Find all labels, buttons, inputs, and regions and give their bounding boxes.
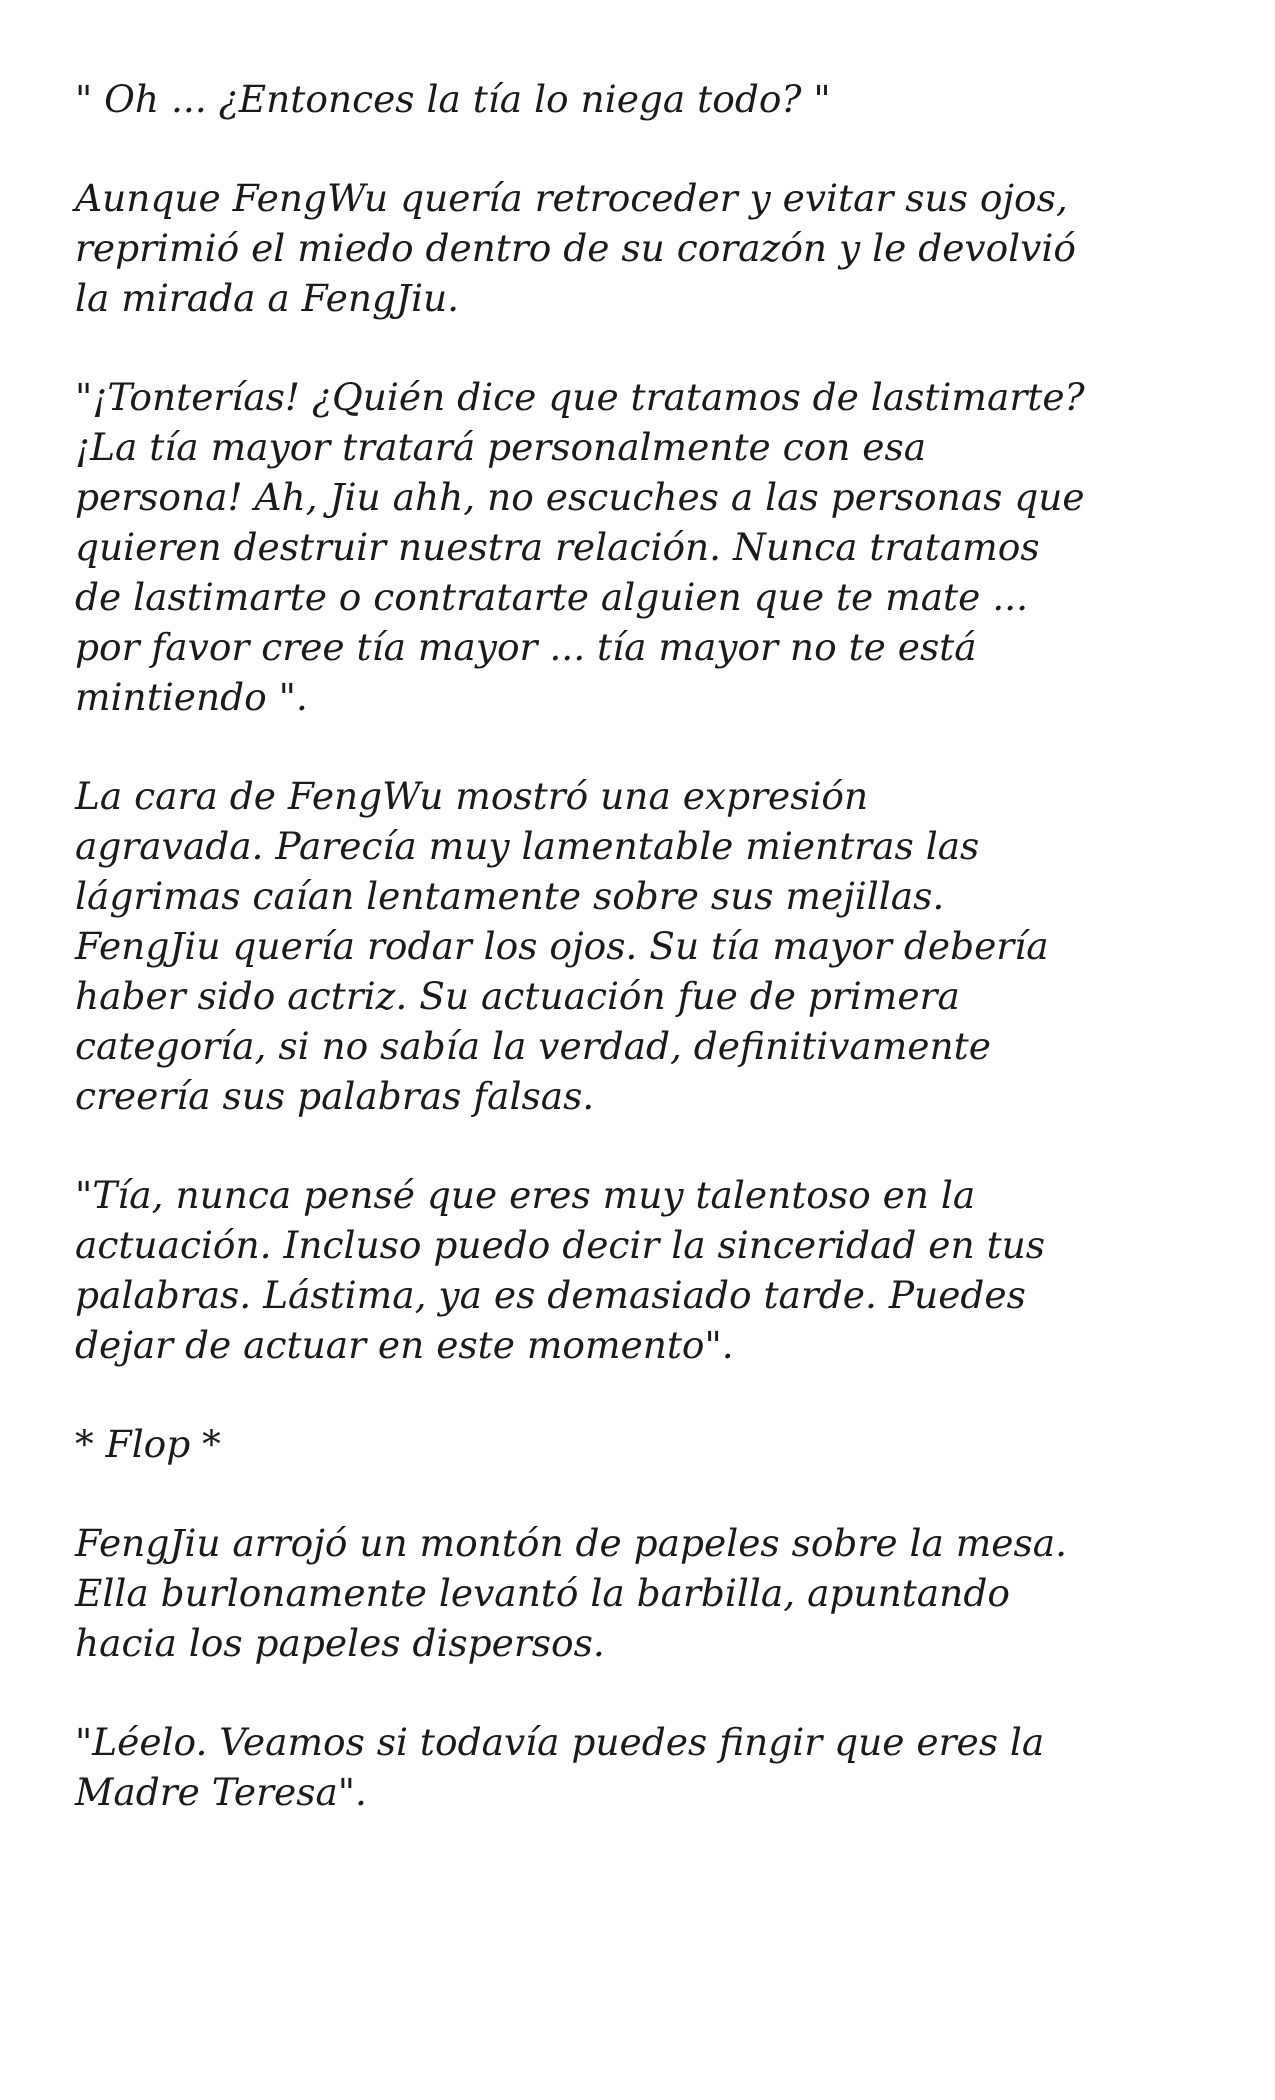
paragraph-papers: FengJiu arrojó un montón de papeles sobre la mesa. Ella burlonamente levantó la barbilla, apuntando hacia los papeles dispersos. [75, 1521, 1067, 1665]
paragraph-dialogue-read: "Léelo. Veamos si todavía puedes fingir que eres la Madre Teresa". [75, 1720, 1045, 1814]
paragraph-fengwu-expression: La cara de FengWu mostró una expresión agravada. Parecía muy lamentable mientras las lágrimas caían lentamente sobre sus mejillas. FengJiu quería rodar los ojos. Su tía mayor debería haber sido actriz. Su actuación fue de primera categoría, si no sabía la verdad, definitivamente creería sus palabras falsas. [75, 774, 1049, 1118]
paragraph-flop: * Flop * [75, 1422, 221, 1466]
paragraph-dialogue-nonsense: "¡Tonterías! ¿Quién dice que tratamos de lastimarte? ¡La tía mayor tratará personalmente con esa persona! Ah, Jiu ahh, no escuches a las personas que quieren destruir nuestra relación. Nunca tratamos de lastimarte o contratarte alguien que te mate ... por favor cree tía mayor ... tía mayor no te está mintiendo ". [75, 375, 1085, 719]
paragraph-fengwu-reaction: Aunque FengWu quería retroceder y evitar sus ojos, reprimió el miedo dentro de su corazón y le devolvió la mirada a FengJiu. [75, 176, 1076, 320]
paragraph-dialogue-acting: "Tía, nunca pensé que eres muy talentoso en la actuación. Incluso puedo decir la sinceridad en tus palabras. Lástima, ya es demasiado tarde. Puedes dejar de actuar en este momento". [75, 1173, 1046, 1367]
paragraph-dialogue-denial: " Oh ... ¿Entonces la tía lo niega todo? " [75, 77, 831, 121]
